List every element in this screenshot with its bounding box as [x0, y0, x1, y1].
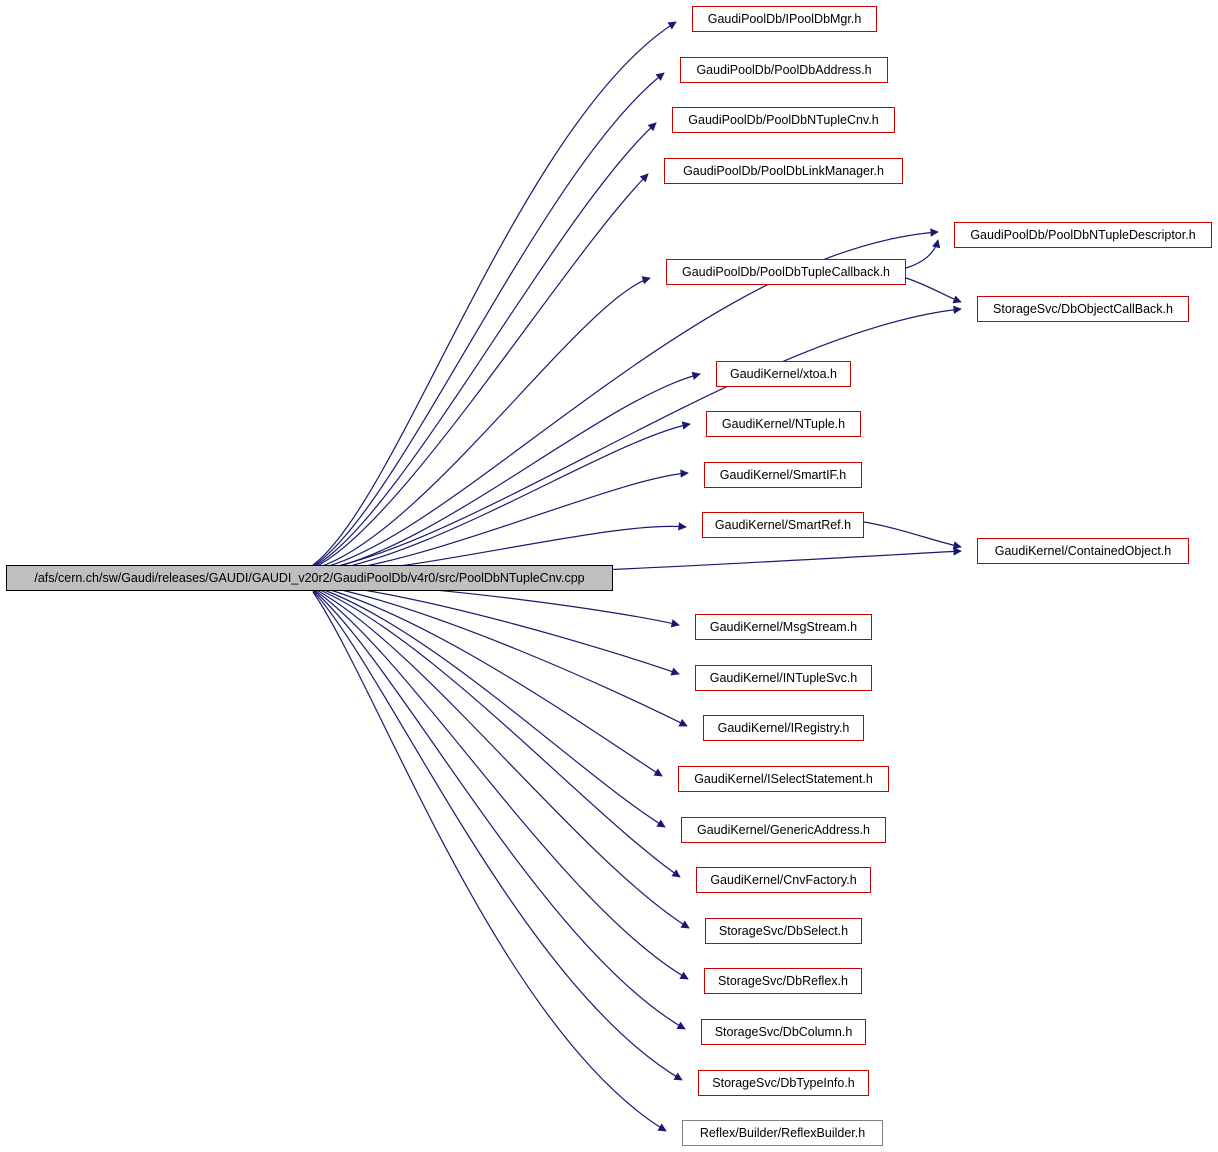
graph-node-pooldbtuplecallback[interactable]: [666, 259, 906, 285]
graph-node-ntuple[interactable]: [706, 411, 861, 437]
node-label: GaudiKernel/IRegistry.h: [717, 720, 850, 735]
graph-node-dbtypeinfo[interactable]: [698, 1070, 869, 1096]
graph-node-iregistry[interactable]: [703, 715, 864, 741]
graph-node-smartref[interactable]: [702, 512, 864, 538]
node-label: GaudiPoolDb/PoolDbTupleCallback.h: [682, 264, 890, 279]
node-label: GaudiPoolDb/PoolDbNTupleDescriptor.h: [970, 227, 1196, 242]
node-label: GaudiPoolDb/PoolDbLinkManager.h: [683, 163, 884, 178]
node-label: GaudiKernel/xtoa.h: [729, 366, 837, 381]
node-label: Reflex/Builder/ReflexBuilder.h: [699, 1125, 866, 1140]
graph-node-containedobject[interactable]: [977, 538, 1189, 564]
node-label: GaudiKernel/ISelectStatement.h: [694, 771, 873, 786]
node-label: GaudiKernel/SmartIF.h: [719, 467, 847, 482]
graph-node-reflexbuilder[interactable]: [682, 1120, 883, 1146]
graph-node-dbcolumn[interactable]: [701, 1019, 866, 1045]
graph-node-ipooldbmgr[interactable]: [692, 6, 877, 32]
node-label: GaudiKernel/ContainedObject.h: [994, 543, 1172, 558]
node-label: GaudiPoolDb/IPoolDbMgr.h: [707, 11, 862, 26]
node-label: StorageSvc/DbReflex.h: [718, 973, 848, 988]
node-label: GaudiKernel/SmartRef.h: [714, 517, 852, 532]
graph-node-pooldbaddress[interactable]: [680, 57, 888, 83]
node-label: GaudiKernel/NTuple.h: [721, 416, 846, 431]
graph-node-msgstream[interactable]: [695, 614, 872, 640]
node-label: StorageSvc/DbObjectCallBack.h: [993, 301, 1173, 316]
graph-node-root[interactable]: [6, 565, 613, 591]
graph-node-iselectstatement[interactable]: [678, 766, 889, 792]
graph-node-dbobjectcallback[interactable]: [977, 296, 1189, 322]
node-label: /afs/cern.ch/sw/Gaudi/releases/GAUDI/GAUDI_v20r2/GaudiPoolDb/v4r0/src/PoolDbNTupleCnv.cpp: [34, 570, 585, 585]
node-label: GaudiKernel/CnvFactory.h: [710, 872, 857, 887]
graph-node-genericaddress[interactable]: [681, 817, 886, 843]
node-label: GaudiPoolDb/PoolDbNTupleCnv.h: [688, 112, 879, 127]
node-label: GaudiPoolDb/PoolDbAddress.h: [696, 62, 872, 77]
node-label: GaudiKernel/GenericAddress.h: [696, 822, 870, 837]
node-label: StorageSvc/DbSelect.h: [718, 923, 849, 938]
graph-node-pooldblinkmanager[interactable]: [664, 158, 903, 184]
graph-node-xtoa[interactable]: [716, 361, 851, 387]
node-label: GaudiKernel/MsgStream.h: [709, 619, 858, 634]
node-label: StorageSvc/DbTypeInfo.h: [712, 1075, 855, 1090]
graph-node-dbselect[interactable]: [705, 918, 862, 944]
graph-node-pooldbntuplecnv[interactable]: [672, 107, 895, 133]
graph-node-dbreflex[interactable]: [704, 968, 862, 994]
node-label: StorageSvc/DbColumn.h: [714, 1024, 853, 1039]
graph-node-smartif[interactable]: [704, 462, 862, 488]
graph-node-cnvfactory[interactable]: [696, 867, 871, 893]
node-label: GaudiKernel/INTupleSvc.h: [709, 670, 858, 685]
graph-node-pooldbntupledescriptor[interactable]: [954, 222, 1212, 248]
graph-node-intuplesvc[interactable]: [695, 665, 872, 691]
